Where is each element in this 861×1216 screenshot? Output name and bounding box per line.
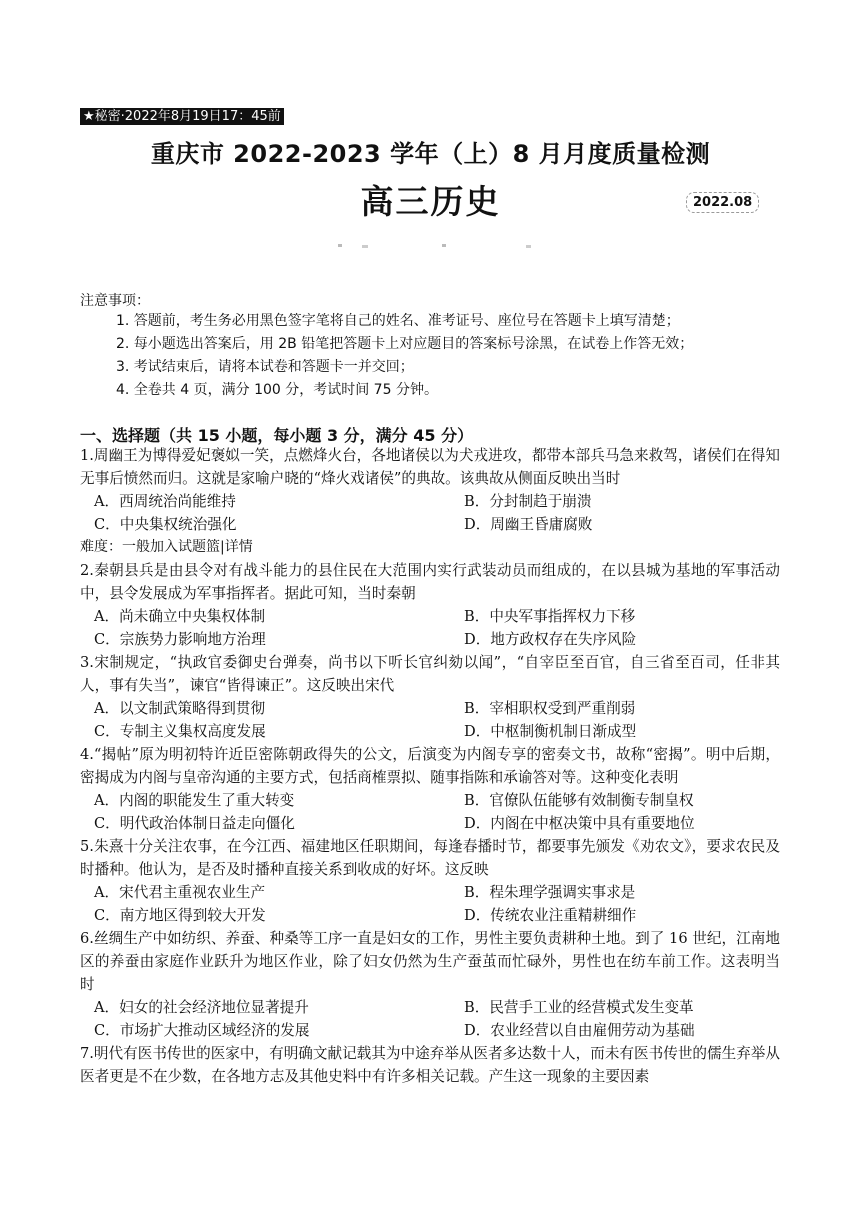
options-grid [80, 697, 780, 743]
options-grid [80, 789, 780, 835]
question-stem: 4.“揭帖”原为明初特许近臣密陈朝政得失的公文，后演变为内阁专享的密奏文书，故称“密揭”。明中后期，密揭成为内阁与皇帝沟通的主要方式，包括商榷票拟、随事指陈和承谕答对等。这种变化表明 [80, 746, 780, 786]
note-item: 2. 每小题选出答案后，用 2B 铅笔把答题卡上对应题目的答案标号涂黑，在试卷上作答无效； [116, 336, 694, 352]
option-d[interactable]: D．地方政权存在失序风险 [464, 631, 637, 648]
option-a[interactable]: A．内阁的职能发生了重大转变 [94, 792, 295, 809]
section-heading: 一、选择题（共 15 小题，每小题 3 分，满分 45 分） [80, 426, 474, 445]
question-stem: 2.秦朝县兵是由县令对有战斗能力的县住民在大范围内实行武装动员而组成的，在以县城为基地的军事活动中，县令发展成为军事指挥者。据此可知，当时秦朝 [80, 562, 780, 602]
option-c[interactable]: C．中央集权统治强化 [94, 516, 237, 533]
question-3 [80, 651, 780, 743]
exam-subject: 高三历史 [360, 182, 501, 221]
scan-noise-specks [338, 242, 538, 250]
option-b[interactable]: B．中央军事指挥权力下移 [464, 608, 636, 625]
note-item: 1. 答题前，考生务必用黑色签字笔将自己的姓名、准考证号、座位号在答题卡上填写清楚； [116, 313, 680, 329]
option-a[interactable]: A．西周统治尚能维持 [94, 493, 236, 510]
option-c[interactable]: C．明代政治体制日益走向僵化 [94, 815, 295, 832]
option-a[interactable]: A．宋代君主重视农业生产 [94, 884, 266, 901]
options-grid [80, 490, 780, 536]
question-stem: 7.明代有医书传世的医家中，有明确文献记载其为中途弃举从医者多达数十人，而未有医书传世的儒生弃举从医者更是不在少数，在各地方志及其他史料中有许多相关记载。产生这一现象的主要因素 [80, 1045, 780, 1085]
question-stem: 5.朱熹十分关注农事，在今江西、福建地区任职期间，每逢春播时节，都要事先颁发《劝农文》，要求农民及时播种。他认为，是否及时播种直接关系到收成的好坏。这反映 [80, 838, 780, 878]
notes-list [116, 310, 836, 402]
options-grid [80, 996, 780, 1042]
question-4 [80, 743, 780, 835]
option-b[interactable]: B．宰相职权受到严重削弱 [464, 700, 636, 717]
options-grid [80, 881, 780, 927]
option-d[interactable]: D．农业经营以自由雇佣劳动为基础 [464, 1022, 695, 1039]
confidential-label: ★秘密·2022年8月19日17：45前 [80, 108, 284, 125]
option-a[interactable]: A．妇女的社会经济地位显著提升 [94, 999, 309, 1016]
option-b[interactable]: B．官僚队伍能够有效制衡专制皇权 [464, 792, 694, 809]
question-7 [80, 1042, 780, 1088]
question-6 [80, 927, 780, 1042]
date-badge: 2022.08 [686, 192, 759, 213]
option-b[interactable]: B．程朱理学强调实事求是 [464, 884, 636, 901]
options-grid [80, 605, 780, 651]
option-c[interactable]: C．南方地区得到较大开发 [94, 907, 266, 924]
question-1 [80, 444, 780, 536]
question-stem: 1.周幽王为博得爱妃褒姒一笑，点燃烽火台，各地诸侯以为犬戎进攻，都带本部兵马急来救驾，诸侯们在得知无事后愤然而归。这就是家喻户晓的“烽火戏诸侯”的典故。该典故从侧面反映出当时 [80, 447, 780, 487]
option-c[interactable]: C．专制主义集权高度发展 [94, 723, 266, 740]
notes-heading: 注意事项： [80, 293, 150, 309]
question-stem: 6.丝绸生产中如纺织、养蚕、种桑等工序一直是妇女的工作，男性主要负责耕种土地。到了 16 世纪，江南地区的养蚕由家庭作业跃升为地区作业，除了妇女仍然为生产蚕茧而忙碌外，男性也在纺车前工作。这表明当时 [80, 930, 780, 993]
option-d[interactable]: D．中枢制衡机制日渐成型 [464, 723, 637, 740]
option-b[interactable]: B．民营手工业的经营模式发生变革 [464, 999, 694, 1016]
difficulty-meta[interactable]: 难度：一般加入试题篮|详情 [80, 539, 253, 555]
option-d[interactable]: D．周幽王昏庸腐败 [464, 516, 593, 533]
question-2 [80, 559, 780, 651]
note-item: 4. 全卷共 4 页，满分 100 分，考试时间 75 分钟。 [116, 382, 438, 398]
option-d[interactable]: D．传统农业注重精耕细作 [464, 907, 637, 924]
option-a[interactable]: A．以文制武策略得到贯彻 [94, 700, 266, 717]
option-a[interactable]: A．尚未确立中央集权体制 [94, 608, 266, 625]
option-d[interactable]: D．内阁在中枢决策中具有重要地位 [464, 815, 695, 832]
question-5 [80, 835, 780, 927]
question-stem: 3.宋制规定，“执政官委御史台弹奏，尚书以下听长官纠劾以闻”，“自宰臣至百官，自三省至百司，任非其人，事有失当”，谏官“皆得谏正”。这反映出宋代 [80, 654, 780, 694]
questions-list [80, 444, 780, 1088]
option-b[interactable]: B．分封制趋于崩溃 [464, 493, 592, 510]
note-item: 3. 考试结束后，请将本试卷和答题卡一并交回； [116, 359, 414, 375]
exam-title: 重庆市 2022-2023 学年（上）8 月月度质量检测 [150, 140, 711, 168]
option-c[interactable]: C．宗族势力影响地方治理 [94, 631, 266, 648]
option-c[interactable]: C．市场扩大推动区域经济的发展 [94, 1022, 310, 1039]
